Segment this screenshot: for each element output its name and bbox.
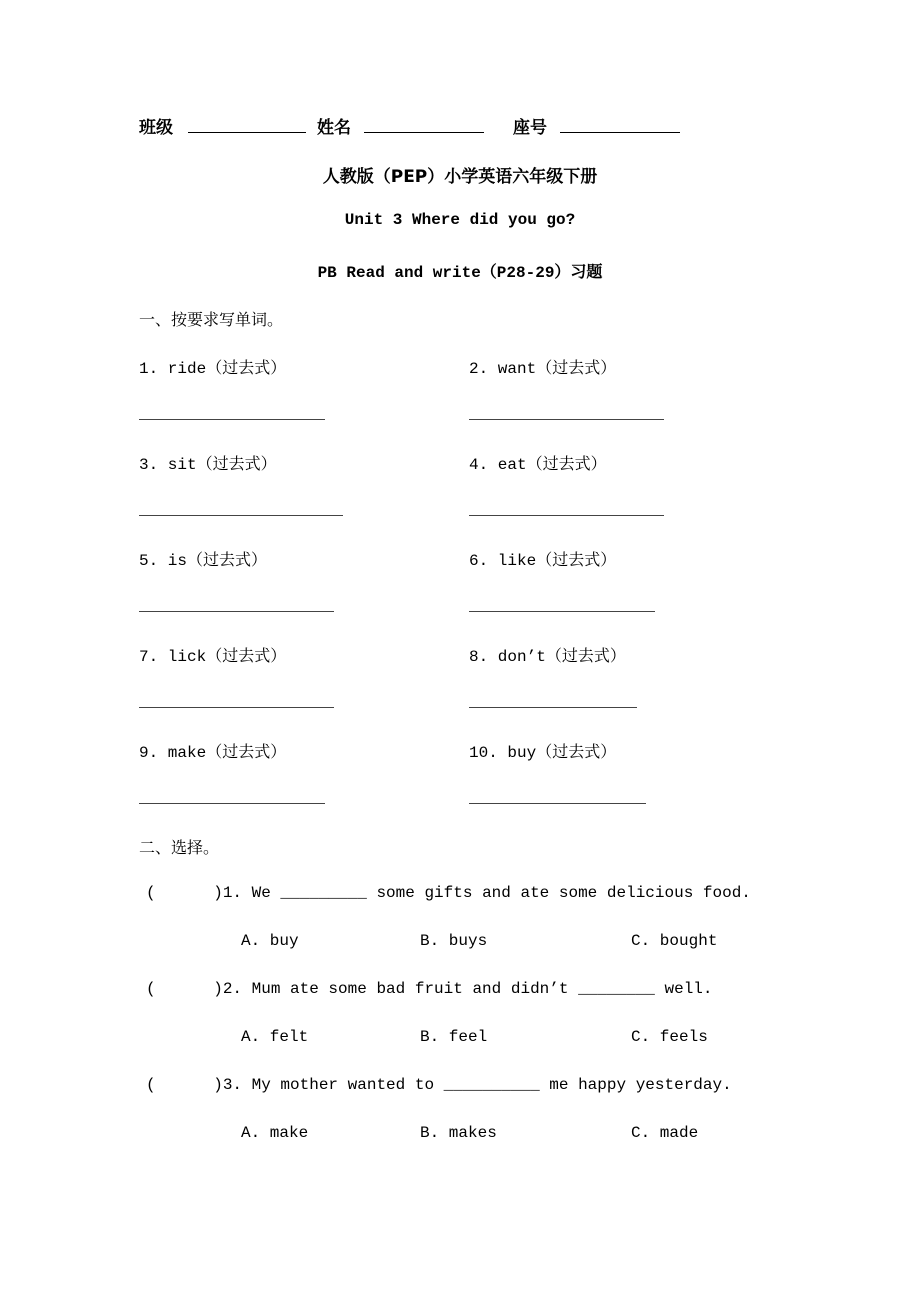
answer-line[interactable] xyxy=(139,803,325,804)
answer-line[interactable] xyxy=(469,611,655,612)
answer-line[interactable] xyxy=(469,419,664,420)
section2-heading: 二、选择。 xyxy=(139,838,220,857)
question-text-before: 3. My mother wanted to xyxy=(222,1076,444,1094)
option-a[interactable]: A. make xyxy=(241,1124,309,1142)
answer-line[interactable] xyxy=(139,515,343,516)
option-a[interactable]: A. felt xyxy=(241,1028,309,1046)
answer-line[interactable] xyxy=(139,707,334,708)
seat-field[interactable] xyxy=(560,132,680,133)
answer-line[interactable] xyxy=(139,611,334,612)
answer-paren[interactable]: ( ) xyxy=(146,1076,223,1094)
answer-paren[interactable]: ( ) xyxy=(146,884,223,902)
title-lesson: PB Read and write（P28-29）习题 xyxy=(317,264,603,282)
name-field[interactable] xyxy=(364,132,484,133)
option-c[interactable]: C. bought xyxy=(631,932,718,950)
word-item: 4. eat（过去式） xyxy=(469,456,607,474)
question-blank: _________ xyxy=(280,884,367,902)
seat-label: 座号 xyxy=(513,118,547,138)
word-item: 8. don’t（过去式） xyxy=(469,648,626,666)
class-field[interactable] xyxy=(188,132,306,133)
answer-line[interactable] xyxy=(139,419,325,420)
word-item: 1. ride（过去式） xyxy=(139,360,287,378)
question-blank: ________ xyxy=(578,980,655,998)
option-c[interactable]: C. made xyxy=(631,1124,699,1142)
name-label: 姓名 xyxy=(317,118,351,138)
option-c[interactable]: C. feels xyxy=(631,1028,708,1046)
question-stem xyxy=(146,884,751,902)
section1-heading: 一、按要求写单词。 xyxy=(139,310,284,329)
question-text-after: me happy yesterday. xyxy=(539,1076,732,1094)
title-book: 人教版（PEP）小学英语六年级下册 xyxy=(322,167,598,187)
option-b[interactable]: B. buys xyxy=(420,932,488,950)
word-item: 7. lick（过去式） xyxy=(139,648,287,666)
class-label: 班级 xyxy=(139,118,173,138)
question-text-before: 1. We xyxy=(222,884,281,902)
word-item: 2. want（过去式） xyxy=(469,360,617,378)
question-text-after: some gifts and ate some delicious food. xyxy=(366,884,751,902)
answer-paren[interactable]: ( ) xyxy=(146,980,223,998)
question-stem xyxy=(146,980,713,998)
option-a[interactable]: A. buy xyxy=(241,932,299,950)
title-unit: Unit 3 Where did you go? xyxy=(344,211,576,229)
word-item: 9. make（过去式） xyxy=(139,744,287,762)
question-text-after: well. xyxy=(654,980,713,998)
answer-line[interactable] xyxy=(469,515,664,516)
question-text-before: 2. Mum ate some bad fruit and didn’t xyxy=(222,980,579,998)
word-item: 10. buy（过去式） xyxy=(469,744,617,762)
option-b[interactable]: B. makes xyxy=(420,1124,497,1142)
question-stem xyxy=(146,1076,732,1094)
word-item: 6. like（过去式） xyxy=(469,552,617,570)
word-item: 5. is（过去式） xyxy=(139,552,268,570)
answer-line[interactable] xyxy=(469,803,646,804)
answer-line[interactable] xyxy=(469,707,637,708)
word-item: 3. sit（过去式） xyxy=(139,456,277,474)
option-b[interactable]: B. feel xyxy=(420,1028,488,1046)
question-blank: __________ xyxy=(443,1076,540,1094)
